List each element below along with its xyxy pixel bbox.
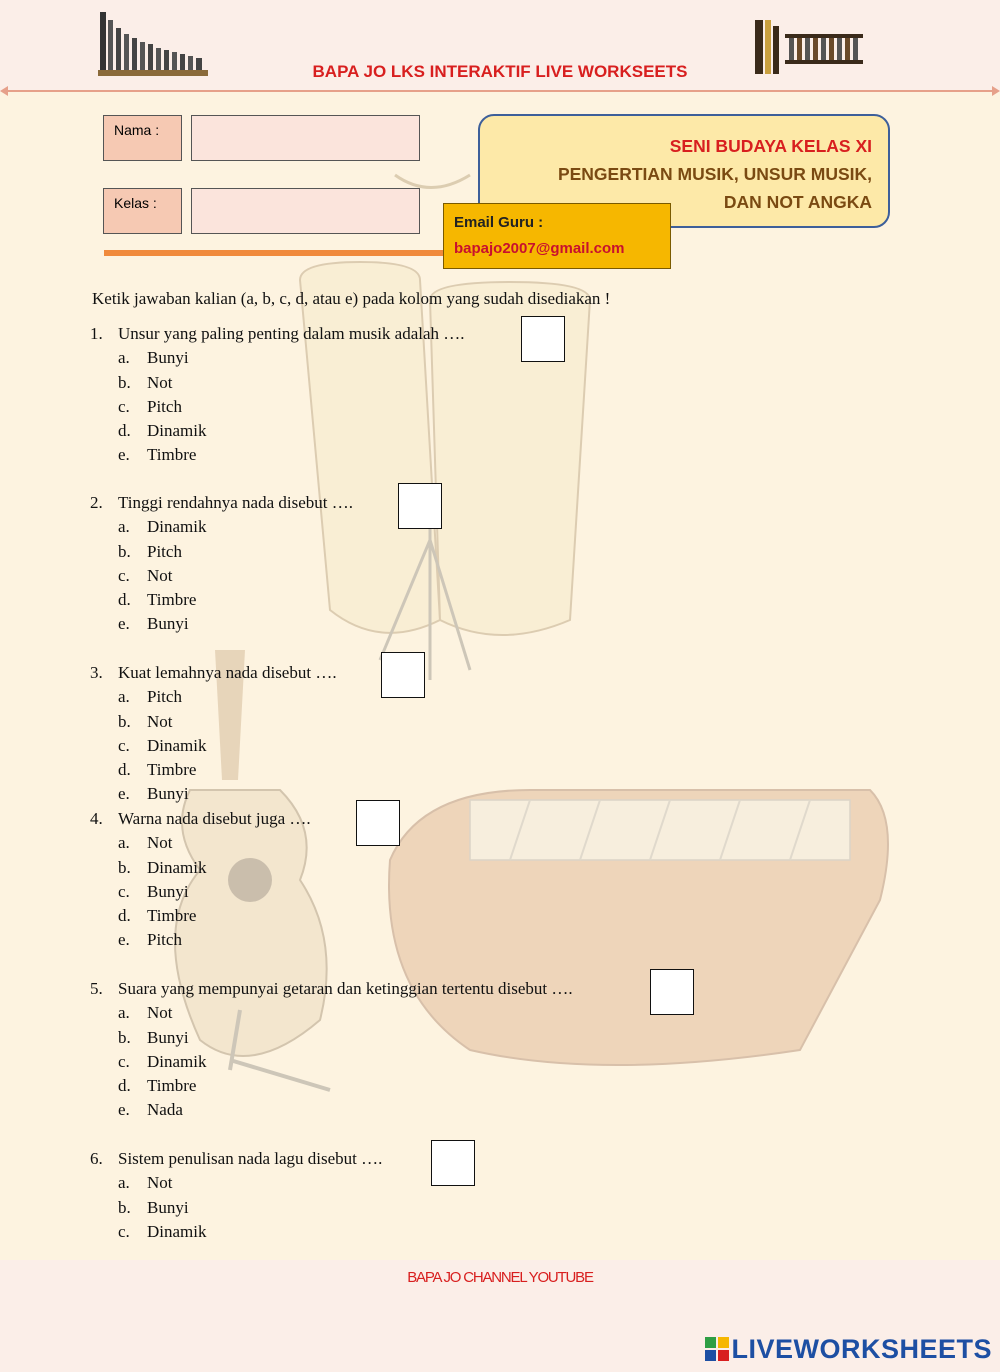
answer-box-5[interactable] [650,969,694,1015]
option-letter: a. [118,833,130,853]
option-letter: a. [118,1173,130,1193]
liveworksheets-logo-icon [705,1337,729,1361]
header-title: BAPA JO LKS INTERAKTIF LIVE WORKSEETS [312,62,688,81]
question-2 [90,491,353,637]
option-a [90,1001,573,1025]
question-line [90,1147,382,1171]
option-text: Timbre [147,445,197,465]
option-c [90,1220,382,1244]
question-text: Tinggi rendahnya nada disebut …. [118,493,353,512]
option-text: Not [147,565,173,585]
header-divider [4,90,996,92]
option-text: Not [147,372,173,392]
option-letter: c. [118,396,130,416]
option-text: Timbre [147,906,197,926]
option-d [90,419,465,443]
topic-line-1: PENGERTIAN MUSIK, UNSUR MUSIK, [557,164,872,184]
form-underline-bar [104,250,449,256]
question-line [90,661,337,685]
liveworksheets-text: LIVEWORKSHEETS [731,1334,992,1364]
option-text: Pitch [147,930,182,950]
option-letter: e. [118,784,130,804]
question-text: Kuat lemahnya nada disebut …. [118,663,337,682]
option-letter: e. [118,445,130,465]
email-value: bapajo2007@gmail.com [454,240,625,257]
option-letter: b. [118,711,131,731]
option-text: Bunyi [147,881,189,901]
option-letter: b. [118,857,131,877]
option-text: Bunyi [147,348,189,368]
question-5 [90,977,573,1123]
option-text: Bunyi [147,784,189,804]
option-e [90,928,311,952]
option-letter: b. [118,541,131,561]
option-text: Timbre [147,760,197,780]
option-letter: a. [118,517,130,537]
option-text: Pitch [147,541,182,561]
option-text: Not [147,711,173,731]
option-e [90,1098,573,1122]
option-letter: e. [118,1100,130,1120]
topic-line-2: DAN NOT ANGKA [723,192,872,212]
option-e [90,612,353,636]
option-a [90,515,353,539]
option-letter: c. [118,881,130,901]
divider-arrow-right [992,86,1000,96]
option-a [90,1171,382,1195]
option-c [90,880,311,904]
option-text: Dinamik [147,1221,207,1241]
option-text: Bunyi [147,1197,189,1217]
kelas-input[interactable] [191,188,420,234]
option-d [90,904,311,928]
option-letter: d. [118,590,131,610]
kelas-label: Kelas : [103,188,182,234]
option-text: Not [147,1003,173,1023]
option-d [90,588,353,612]
option-letter: a. [118,687,130,707]
nama-label: Nama : [103,115,182,161]
option-letter: a. [118,348,130,368]
question-4 [90,807,311,953]
answer-box-1[interactable] [521,316,565,362]
question-6 [90,1147,382,1244]
option-b [90,1196,382,1220]
option-text: Bunyi [147,1027,189,1047]
option-text: Dinamik [147,421,207,441]
option-a [90,685,337,709]
question-text: Sistem penulisan nada lagu disebut …. [118,1149,383,1168]
option-letter: c. [118,1051,130,1071]
option-letter: d. [118,906,131,926]
option-letter: b. [118,1197,131,1217]
option-letter: d. [118,1076,131,1096]
answer-box-6[interactable] [431,1140,475,1186]
option-text: Dinamik [147,857,207,877]
option-text: Nada [147,1100,183,1120]
option-letter: b. [118,372,131,392]
answer-box-2[interactable] [398,483,442,529]
option-text: Dinamik [147,1051,207,1071]
option-b [90,371,465,395]
answer-box-3[interactable] [381,652,425,698]
option-text: Pitch [147,687,182,707]
option-e [90,782,337,806]
question-number: 4. [90,809,103,828]
question-text: Warna nada disebut juga …. [118,809,311,828]
answer-box-4[interactable] [356,800,400,846]
liveworksheets-brand[interactable] [705,1334,992,1365]
question-number: 1. [90,324,103,343]
option-letter: e. [118,930,130,950]
option-letter: c. [118,735,130,755]
option-letter: d. [118,760,131,780]
question-line [90,807,311,831]
subject-title: SENI BUDAYA KELAS XI [669,136,872,156]
question-line [90,977,573,1001]
instruction-text: Ketik jawaban kalian (a, b, c, d, atau e) pada kolom yang sudah disediakan ! [92,289,611,308]
question-number: 6. [90,1149,103,1168]
option-text: Pitch [147,396,182,416]
question-number: 5. [90,979,103,998]
nama-input[interactable] [191,115,420,161]
option-text: Dinamik [147,735,207,755]
question-text: Suara yang mempunyai getaran dan ketinggian tertentu disebut …. [118,979,573,998]
option-e [90,443,465,467]
question-1 [90,322,465,468]
option-c [90,395,465,419]
option-c [90,734,337,758]
option-b [90,856,311,880]
option-text: Not [147,833,173,853]
option-letter: c. [118,1221,130,1241]
option-b [90,710,337,734]
option-b [90,1026,573,1050]
option-letter: c. [118,565,130,585]
question-text: Unsur yang paling penting dalam musik adalah …. [118,324,465,343]
option-text: Timbre [147,1076,197,1096]
question-line [90,322,465,346]
option-letter: e. [118,614,130,634]
option-letter: b. [118,1027,131,1047]
option-c [90,564,353,588]
option-text: Not [147,1173,173,1193]
option-c [90,1050,573,1074]
question-number: 3. [90,663,103,682]
option-letter: a. [118,1003,130,1023]
question-number: 2. [90,493,103,512]
option-a [90,831,311,855]
question-line [90,491,353,515]
footer-channel-text: BAPA JO CHANNEL YOUTUBE [407,1269,593,1286]
question-3 [90,661,337,807]
option-text: Bunyi [147,614,189,634]
option-d [90,1074,573,1098]
divider-arrow-left [0,86,8,96]
option-b [90,540,353,564]
email-label: Email Guru : [454,214,544,231]
option-text: Dinamik [147,517,207,537]
option-a [90,346,465,370]
option-d [90,758,337,782]
option-text: Timbre [147,590,197,610]
option-letter: d. [118,421,131,441]
teacher-email-box [443,203,671,269]
